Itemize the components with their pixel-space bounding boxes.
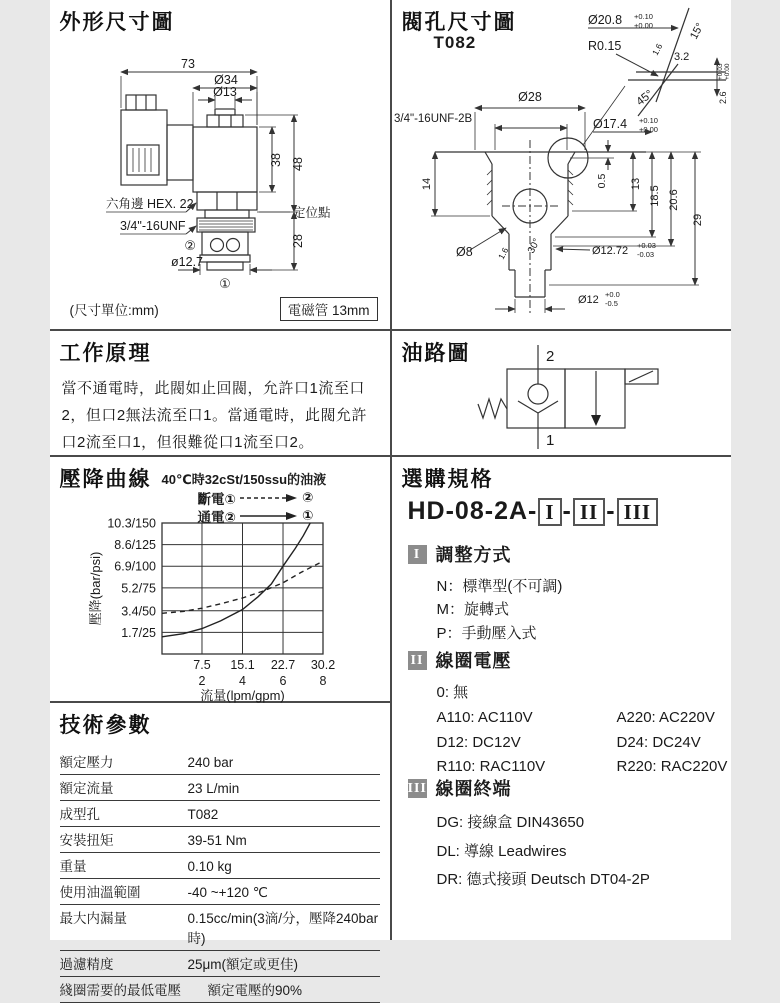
curve-title: 壓降曲線 (60, 463, 152, 493)
dim-48: 48 (291, 157, 305, 171)
datasheet-page (50, 0, 731, 940)
dim-14: 14 (421, 178, 433, 190)
dim-d17-4-tol-upper: +0.10 (639, 116, 658, 125)
unit-note: (尺寸單位:mm) (70, 299, 159, 319)
spec-label: 額定流量 (60, 777, 188, 797)
list-item: 0: 無 (437, 681, 780, 706)
chart-note: 40℃時32cSt/150ssu的油液 (162, 469, 327, 488)
table-row (60, 905, 380, 951)
panel-working-principle (50, 331, 392, 457)
label-port-2: ② (184, 238, 196, 253)
spec-value: -40 ~+120 ℃ (188, 885, 380, 901)
section-title: 線圈終端 (436, 775, 512, 801)
svg-text:4: 4 (239, 674, 246, 688)
dim-29: 29 (692, 214, 704, 226)
spec-label: 最大内漏量 (60, 907, 188, 927)
dim-angle-45: 45° (634, 88, 655, 108)
principle-title: 工作原理 (60, 337, 152, 367)
principle-body: 當不通電時，此閥如止回閥，允許口1流至口2，但口2無法流至口1。當通電時，此閥允許口2流至口1，但很難從口1流至口2。 (62, 375, 377, 456)
section-items (437, 575, 563, 645)
model-box-1: I (538, 498, 561, 526)
section-heading (408, 541, 563, 567)
label-thread-2b: 3/4"-16UNF-2B (394, 113, 473, 125)
circuit-title: 油路圖 (402, 337, 471, 367)
dim-d12-72-tol-upper: +0.03 (637, 241, 656, 250)
outline-title: 外形尺寸圖 (60, 6, 175, 36)
spec-label: 過濾精度 (60, 953, 188, 973)
dim-28: 28 (291, 234, 305, 248)
svg-text:6.9/100: 6.9/100 (114, 560, 156, 574)
label-thread-unf: 3/4"-16UNF (120, 219, 186, 233)
section-marker-1: I (408, 545, 427, 564)
dim-d12-tol-upper: +0.0 (605, 290, 620, 299)
ordering-section-coil-termination (408, 775, 650, 895)
svg-text:15.1: 15.1 (230, 658, 254, 672)
dim-d12-72-tol-lower: -0.03 (637, 250, 654, 259)
svg-text:7.5: 7.5 (193, 658, 210, 672)
dim-2-6-tol-lower: +0.00 (724, 63, 731, 80)
svg-text:30.2: 30.2 (310, 658, 334, 672)
dim-73: 73 (181, 57, 195, 71)
model-prefix: HD-08-2A- (408, 497, 538, 526)
svg-text:3.4/50: 3.4/50 (121, 604, 156, 618)
list-item: M：旋轉式 (437, 598, 563, 621)
cavity-subtitle: T082 (434, 33, 477, 53)
dim-d13: Ø13 (213, 85, 237, 99)
section-marker-2: II (408, 651, 427, 670)
dim-angle-15: 15° (688, 21, 706, 41)
section-items (437, 809, 650, 895)
dim-d20-8-tol-lower: +0.00 (634, 21, 653, 30)
label-port-1: ① (219, 276, 231, 291)
table-row (60, 749, 380, 775)
dim-d34: Ø34 (214, 73, 238, 87)
legend-deenergized (198, 488, 314, 508)
dim-d12-tol-lower: -0.5 (605, 299, 618, 308)
spec-label: 成型孔 (60, 803, 188, 823)
dim-d28: Ø28 (518, 90, 542, 104)
label-locating-point: 定位點 (293, 205, 331, 220)
section-heading (408, 775, 650, 801)
list-item: DG: 接線盒 DIN43650 (437, 809, 650, 838)
dim-0-5: 0.5 (596, 174, 608, 189)
dim-20-6: 20.6 (668, 189, 680, 210)
circuit-port-1: 1 (546, 432, 554, 449)
spec-label: 綫圈需要的最低電壓 (60, 979, 208, 999)
ordering-title: 選購規格 (402, 463, 494, 493)
model-code (408, 497, 660, 526)
dim-1-6-lower: 1.6 (495, 246, 510, 261)
spec-value: 0.15cc/min(3滴/分，壓降240bar時) (188, 907, 380, 947)
spec-value: T082 (188, 807, 380, 822)
list-item: R110: RAC110V (437, 755, 617, 780)
list-item: D24: DC24V (617, 731, 780, 756)
svg-text:2: 2 (198, 674, 205, 688)
spec-value: 23 L/min (188, 781, 380, 796)
table-row (60, 951, 380, 977)
list-item: R220: RAC220V (617, 755, 780, 780)
dim-2-6-tol-upper: +0.03 (717, 63, 724, 80)
svg-text:5.2/75: 5.2/75 (121, 581, 156, 595)
spec-label: 重量 (60, 855, 188, 875)
dim-3-2: 3.2 (674, 51, 689, 63)
specs-table (60, 749, 380, 1003)
panel-cavity-dimensions (392, 0, 731, 331)
dim-d8: Ø8 (456, 245, 473, 259)
voltage-row (437, 731, 780, 756)
table-row (60, 801, 380, 827)
dim-d20-8-tol-upper: +0.10 (634, 12, 653, 21)
model-sep-1: - (563, 497, 572, 526)
model-box-2: II (573, 498, 605, 526)
list-item: A110: AC110V (437, 706, 617, 731)
svg-text:壓降(bar/psi): 壓降(bar/psi) (88, 552, 103, 626)
cavity-title: 閥孔尺寸圖 (402, 6, 517, 36)
specs-title: 技術參數 (60, 709, 152, 739)
spec-label: 使用油溫範圍 (60, 881, 188, 901)
svg-text:10.3/150: 10.3/150 (107, 517, 156, 531)
list-item: P：手動壓入式 (437, 622, 563, 645)
spec-value: 額定電壓的90% (208, 979, 380, 999)
table-row (60, 827, 380, 853)
circuit-port-2: 2 (546, 348, 554, 365)
spec-label: 安裝扭矩 (60, 829, 188, 849)
section-title: 線圈電壓 (436, 647, 512, 673)
legend-deenergized-target: ② (302, 490, 313, 506)
svg-text:22.7: 22.7 (270, 658, 294, 672)
panel-technical-parameters (50, 703, 392, 940)
list-item: A220: AC220V (617, 706, 780, 731)
dim-d12-72: Ø12.72 (592, 245, 628, 257)
panel-ordering-specs (392, 457, 731, 940)
dim-13: 13 (630, 178, 642, 190)
svg-text:1.7/25: 1.7/25 (121, 626, 156, 640)
tube-note: 電磁管 13mm (280, 297, 378, 321)
svg-text:流量(lpm/gpm): 流量(lpm/gpm) (200, 688, 285, 703)
dim-d12: Ø12 (578, 294, 599, 306)
svg-text:8.6/125: 8.6/125 (114, 538, 156, 552)
list-item: DL: 導線 Leadwires (437, 838, 650, 867)
model-sep-2: - (606, 497, 615, 526)
table-row (60, 977, 380, 1003)
dim-1-6-detail: 1.6 (649, 42, 664, 57)
ordering-section-coil-voltage (408, 647, 780, 780)
svg-text:6: 6 (279, 674, 286, 688)
list-item: D12: DC12V (437, 731, 617, 756)
panel-pressure-drop-curve (50, 457, 392, 703)
legend-dashed-arrow (240, 493, 298, 503)
table-row (60, 775, 380, 801)
list-item: DR: 德式接頭 Deutsch DT04-2P (437, 866, 650, 895)
table-row (60, 879, 380, 905)
section-heading (408, 647, 780, 673)
model-box-3: III (617, 498, 659, 526)
dim-d12-7: ø12.7 (171, 255, 203, 269)
list-item: N：標準型(不可調) (437, 575, 563, 598)
spec-value: 240 bar (188, 755, 380, 770)
dim-r0-15: R0.15 (588, 39, 621, 53)
spec-value: 39-51 Nm (188, 833, 380, 848)
spec-label: 額定壓力 (60, 751, 188, 771)
dim-2-6: 2.6 (718, 91, 728, 104)
dim-d17-4-tol-lower: +0.00 (639, 125, 658, 134)
legend-deenergized-label: 斷電① (198, 488, 236, 508)
dim-18-5: 18.5 (649, 185, 661, 206)
section-marker-3: III (408, 779, 427, 798)
dim-38: 38 (269, 153, 283, 167)
dim-d20-8: Ø20.8 (588, 13, 622, 27)
spec-value: 25μm(額定或更佳) (188, 953, 380, 973)
outline-drawing (50, 30, 390, 330)
voltage-row (437, 706, 780, 731)
svg-text:8: 8 (319, 674, 326, 688)
section-items (437, 681, 780, 780)
legend-energized-target: ① (302, 508, 313, 524)
legend-energized-label: 通電② (198, 506, 236, 526)
section-title: 調整方式 (436, 541, 512, 567)
pressure-drop-chart (50, 511, 390, 711)
table-row (60, 853, 380, 879)
ordering-section-adjustment (408, 541, 563, 645)
panel-outline-dimensions (50, 0, 392, 331)
spec-value: 0.10 kg (188, 859, 380, 874)
panel-hydraulic-circuit (392, 331, 731, 457)
dim-d17-4: Ø17.4 (593, 117, 627, 131)
dim-angle-30: 30° (525, 237, 542, 256)
label-hex22: 六角邊 HEX. 22 (106, 196, 194, 211)
